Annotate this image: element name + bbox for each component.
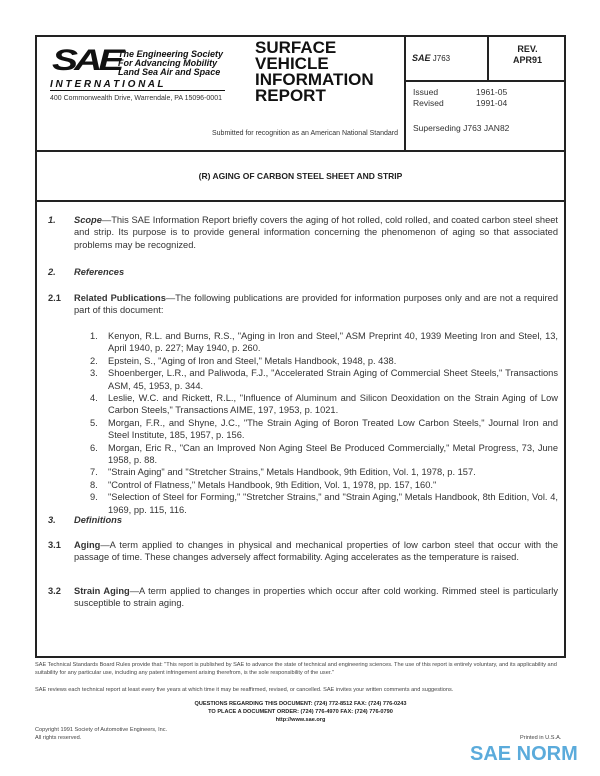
report-type-line: VEHICLE <box>255 54 329 73</box>
section-heading: Scope <box>74 215 102 225</box>
sae-mini-logo: SAE <box>412 53 431 63</box>
doc-number <box>412 53 450 63</box>
ref-number: 8. <box>90 479 98 490</box>
revised-value: 1991-04 <box>476 98 508 108</box>
ref-text: "Control of Flatness," Metals Handbook, 9th Edition, Vol. 1, 1978, pp. 157, 160." <box>108 479 437 490</box>
issued-label: Issued <box>413 87 439 97</box>
superseding: Superseding J763 JAN82 <box>413 123 510 133</box>
questions-line: QUESTIONS REGARDING THIS DOCUMENT: (724) 772-8512 FAX: (724) 776-0243 <box>194 701 407 707</box>
ref-number: 1. <box>90 331 98 341</box>
rev-label: REV. <box>517 44 538 54</box>
section-heading: References <box>74 267 125 277</box>
sae-norm-watermark: SAE NORM <box>470 743 578 765</box>
divider <box>404 35 406 152</box>
report-type-line: REPORT <box>255 86 326 105</box>
ref-number: 4. <box>90 393 98 404</box>
ref-number: 2. <box>90 355 98 366</box>
doc-number-value: J763 <box>432 54 451 63</box>
ref-text: Shoenberger, L.R., and Paliwoda, F.J., "Accelerated Strain Aging of Commercial Sheet Steels," Transactions ASM, 45, 1953, p. 344. <box>108 368 558 391</box>
ref-text: Morgan, F.R., and Shyne, J.C., "The Strain Aging of Boron Treated Low Carbon Steels," Journal Iron and Steel Institute, 185, 1957, p. 156. <box>108 417 558 441</box>
tagline-line: The Engineering Society <box>118 49 224 59</box>
contact-info <box>35 700 566 724</box>
ref-number: 3. <box>90 368 98 379</box>
international-label: I N T E R N A T I O N A L <box>50 79 225 91</box>
tagline-line: For Advancing Mobility <box>118 58 218 68</box>
ref-text: "Selection of Steel for Forming," "Stretcher Strains," and "Strain Aging," Metals Handbook, 8th Edition, Vol. 4, 1969, pp. 115, 116. <box>108 492 558 515</box>
section-text: —The following publications are provided for information purposes only and are not a required part of this document: <box>74 293 558 316</box>
society-tagline <box>118 50 223 77</box>
ref-text: Epstein, S., "Aging of Iron and Steel," Metals Handbook, 1948, p. 438. <box>108 355 397 366</box>
section-text: —A term applied to changes in physical and mechanical properties of low carbon steel that occur with the passage of time. These changes adversely affect formability. Aging accelerates as the temperature is raised. <box>74 540 558 563</box>
reference-item <box>90 367 558 392</box>
section-aging <box>48 539 558 564</box>
section-number: 2. <box>48 267 56 277</box>
section-heading: Definitions <box>74 515 123 525</box>
ref-number: 5. <box>90 417 98 428</box>
reference-item <box>90 355 558 367</box>
ref-number: 9. <box>90 492 98 503</box>
reference-item <box>90 442 558 467</box>
section-definitions <box>48 514 558 526</box>
ref-text: Kenyon, R.L. and Burns, R.S., "Aging in Iron and Steel," ASM Preprint 40, 1939 Meeting Iron and Steel, 13, April 1940, p. 227; May 1940, p. 260. <box>108 331 558 354</box>
section-heading: Related Publications <box>74 293 166 303</box>
report-type <box>255 40 374 104</box>
document-title: (R) AGING OF CARBON STEEL SHEET AND STRIP <box>198 171 403 181</box>
submitted-note: Submitted for recognition as an American National Standard <box>212 130 398 137</box>
rights-line: All rights reserved. <box>35 735 82 741</box>
reference-item <box>90 466 558 478</box>
ref-number: 6. <box>90 442 98 453</box>
reference-item <box>90 479 558 491</box>
section-number: 3.2 <box>48 586 61 596</box>
report-type-line: SURFACE <box>255 38 337 57</box>
section-number: 3.1 <box>48 540 61 550</box>
copyright-line: Copyright 1991 Society of Automotive Engineers, Inc. <box>35 727 168 733</box>
reference-list <box>90 330 558 516</box>
tagline-line: Land Sea Air and Space <box>118 67 221 77</box>
section-scope <box>48 214 558 251</box>
sae-logo: SAE <box>52 44 121 77</box>
section-strain-aging <box>48 585 558 610</box>
section-heading: Strain Aging <box>74 586 130 596</box>
printed-in: Printed in U.S.A. <box>520 735 562 741</box>
divider <box>404 80 566 82</box>
issued-value: 1961-05 <box>476 87 508 97</box>
ref-number: 7. <box>90 467 98 478</box>
website-link[interactable]: http://www.sae.org <box>275 717 326 723</box>
revision <box>489 44 566 66</box>
order-line: TO PLACE A DOCUMENT ORDER: (724) 776-4970 FAX: (724) 776-0790 <box>208 709 393 715</box>
policy-note: SAE Technical Standards Board Rules provide that: "This report is published by SAE to advance the state of technical and engineering sciences. The use of this report is entirely voluntary, and its applicability and suitability for any particular use, including any patent infringement arising therefrom, is the sole responsibility of the user." <box>35 662 557 676</box>
rev-value: APR91 <box>512 55 542 65</box>
address: 400 Commonwealth Drive, Warrendale, PA 15096-0001 <box>50 95 222 102</box>
revised-label: Revised <box>413 98 444 108</box>
reference-item <box>90 330 558 355</box>
report-type-line: INFORMATION <box>255 70 374 89</box>
section-text: —A term applied to changes in properties which occur after cold working. Rimmed steel is particularly susceptible to strain aging. <box>74 586 559 609</box>
copyright <box>35 726 167 742</box>
ref-text: "Strain Aging" and "Stretcher Strains," Metals Handbook, 9th Edition, Vol. 1, 1978, p. 157. <box>108 467 476 478</box>
section-references <box>48 266 558 278</box>
reference-item <box>90 491 558 516</box>
reference-item <box>90 392 558 417</box>
section-number: 3. <box>48 515 56 525</box>
section-number: 2.1 <box>48 293 61 303</box>
section-number: 1. <box>48 215 56 225</box>
review-note: SAE reviews each technical report at least every five years at which time it may be reaffirmed, revised, or cancelled. SAE invites your written comments and suggestions. <box>35 687 454 693</box>
dates <box>413 87 507 109</box>
ref-text: Morgan, Eric R., "Can an Improved Non Aging Steel Be Produced Commercially," Metal Progress, 73, June 1958, p. 88. <box>108 442 558 466</box>
reference-item <box>90 417 558 442</box>
section-text: —This SAE Information Report briefly covers the aging of hot rolled, cold rolled, and coated carbon steel sheet and strip. Its purpose is to provide general information concerning the phenomenon of aging so that associated problems may be recognized. <box>74 215 558 250</box>
section-heading: Aging <box>74 540 101 550</box>
section-related-publications <box>48 292 558 317</box>
ref-text: Leslie, W.C. and Rickett, R.L., "Influence of Aluminum and Silicon Deoxidation on the Strain Aging of Low Carbon Steels," Transactions AIME, 197, 1953, p. 1021. <box>108 393 558 416</box>
